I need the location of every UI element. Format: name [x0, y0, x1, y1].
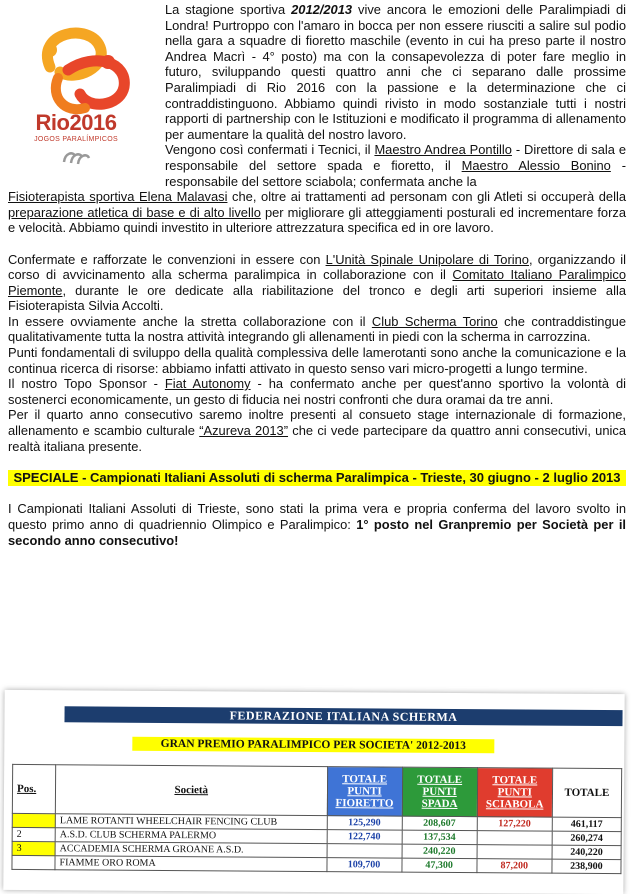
row-sciabola: 127,220 [477, 817, 552, 832]
row-pos: 3 [12, 841, 55, 855]
season-text: 2012/2013 [291, 2, 353, 17]
row-societa: FIAMME ORO ROMA [55, 856, 327, 872]
intro-paragraph: La stagione sportiva 2012/2013 vive ancora le emozioni delle Paralimpiadi di Londra! Purtroppo con l'amaro in bocca per non essere riusciti a salire sul podio nella gara a squadre di fioretto maschile (evento in cui ha preso parte il nostro Andrea Macrì - 4° posto) ma con la consapevolezza di poter fare meglio in futuro, sviluppando questi quattro anni che ci separano dalle prossime Paralimpiadi di Rio 2016 con la passione e la determinazione che ci contraddistinguono. Abbiamo quindi rivisto in modo sostanziale tutti i nostri rapporti di partnership con le Istituzioni e modificato il programma di allenamento per aumentare la qualità del nostro lavoro. [165, 2, 626, 142]
development-paragraph: Punti fondamentali di sviluppo della qualità complessiva delle lamerotanti sono anche la comunicazione e la continua ricerca di risorse: abbiamo infatti attivato in questo senso vari micro-progetti a lungo termine. [8, 345, 626, 376]
header-fioretto: TOTALE PUNTI FIORETTO [327, 767, 402, 817]
row-sciabola [477, 845, 552, 860]
header-totale: TOTALE [552, 768, 622, 817]
special-heading: SPECIALE - Campionati Italiani Assoluti di scherma Paralimpica - Trieste, 30 giugno - 2 luglio 2013 [8, 470, 626, 486]
row-pos [12, 855, 55, 869]
sponsor-paragraph: Il nostro Topo Sponsor - Fiat Autonomy - ha confermato anche per quest'anno sportivo la volontà di sostenerci economicamente, un gesto di fiducia nei nostri confronti che dura oramai da tre anni. [8, 376, 626, 407]
article-body [8, 2, 626, 548]
federation-banner: FEDERAZIONE ITALIANA SCHERMA [64, 706, 622, 726]
row-totale: 260,274 [552, 831, 621, 845]
row-societa: A.S.D. CLUB SCHERMA PALERMO [55, 828, 327, 844]
row-pos: 2 [12, 827, 55, 841]
header-sciabola: TOTALE PUNTI SCIABOLA [477, 768, 552, 818]
row-spada: 240,220 [402, 844, 477, 859]
championship-result: 1° posto nel Granpremio per Società per il secondo anno consecutivo! [8, 517, 626, 548]
row-totale: 461,117 [552, 817, 621, 831]
row-societa: ACCADEMIA SCHERMA GROANE A.S.D. [55, 842, 327, 858]
row-spada: 208,607 [402, 816, 477, 831]
staff-paragraph: Vengono così confermati i Tecnici, il Maestro Andrea Pontillo - Direttore di sala e responsabile del settore spada e fioretto, il Maestro Alessio Bonino - responsabile del settore sciabola; confermata anche la [165, 142, 626, 189]
row-fioretto [327, 844, 402, 859]
championship-paragraph: I Campionati Italiani Assoluti di Trieste, sono stati la prima vera e propria conferma del lavoro svolto in questo primo anno di quadriennio Olimpico e Paralimpico: 1° posto nel Granpremio per Società per il secondo anno consecutivo! [8, 501, 626, 548]
table-header-row [12, 764, 621, 817]
row-sciabola [477, 831, 552, 846]
row-spada: 137,534 [402, 830, 477, 845]
ranking-table-image [3, 690, 624, 894]
row-pos [12, 813, 55, 827]
link-fiat-autonomy[interactable]: Fiat Autonomy [164, 376, 251, 392]
staff-paragraph-continued: Fisioterapista sportiva Elena Malavasi che, oltre ai trattamenti ad personam con gli Atleti si occuperà della preparazione atletica di base e di alto livello per migliorare gli atteggiamenti posturali ed incrementare forza e velocità. Abbiamo quindi investito in ulteriore attrezzatura specifica ed in ore lavoro. [8, 189, 626, 236]
table-row [12, 855, 621, 873]
link-andrea-pontillo[interactable]: Maestro Andrea Pontillo [374, 142, 512, 158]
grand-prix-title: GRAN PREMIO PARALIMPICO PER SOCIETA' 2012-2013 [132, 737, 494, 754]
header-spada: TOTALE PUNTI SPADA [402, 767, 477, 817]
row-fioretto: 125,290 [327, 816, 402, 831]
row-fioretto: 122,740 [327, 830, 402, 845]
link-unita-spinale[interactable]: L'Unità Spinale Unipolare di Torino [325, 251, 529, 267]
link-azureva-2013[interactable]: “Azureva 2013” [199, 423, 289, 439]
row-spada: 47,300 [402, 858, 477, 873]
ranking-table [11, 764, 622, 874]
logo-subtitle: JOGOS PARALÍMPICOS [34, 136, 118, 143]
club-paragraph: In essere ovviamente anche la stretta collaborazione con il Club Scherma Torino che contraddistingue qualitativamente tutta la nostra attività integrando gli allenamenti in piedi con la scherma in carrozzina. [8, 313, 626, 345]
conventions-paragraph: Confermate e rafforzate le convenzioni in essere con L'Unità Spinale Unipolare di Torino, organizzando il corso di avvicinamento alla scherma paralimpica in collaborazione con il Comitato Italiano Paralimpico Piemonte, durante le ore dedicate alla riabilitazione del tronco e degli arti superiori insieme alla Fisioterapista Silvia Accolti. [8, 251, 626, 314]
header-pos: Pos. [12, 764, 55, 813]
logo-wordmark: Rio2016 [35, 110, 117, 135]
header-societa: Società [55, 765, 327, 816]
link-preparazione-atletica[interactable]: preparazione atletica di base e di alto livello [8, 204, 261, 220]
row-fioretto: 109,700 [326, 858, 401, 873]
link-elena-malavasi[interactable]: Fisioterapista sportiva Elena Malavasi [8, 189, 228, 205]
link-cip-piemonte[interactable]: Comitato Italiano Paralimpico Piemonte [8, 267, 626, 298]
stage-paragraph: Per il quarto anno consecutivo saremo inoltre presenti al consueto stage internazionale di formazione, allenamento e scambio culturale “Azureva 2013” che ci vede partecipare da quattro anni consecutivi, unica realtà italiana presente. [8, 407, 626, 454]
row-sciabola: 87,200 [477, 859, 552, 874]
row-totale: 238,900 [552, 859, 621, 873]
link-club-scherma-torino[interactable]: Club Scherma Torino [371, 313, 498, 329]
row-totale: 240,220 [552, 845, 621, 859]
link-alessio-bonino[interactable]: Maestro Alessio Bonino [461, 157, 611, 173]
row-societa: LAME ROTANTI WHEELCHAIR FENCING CLUB [55, 814, 327, 830]
